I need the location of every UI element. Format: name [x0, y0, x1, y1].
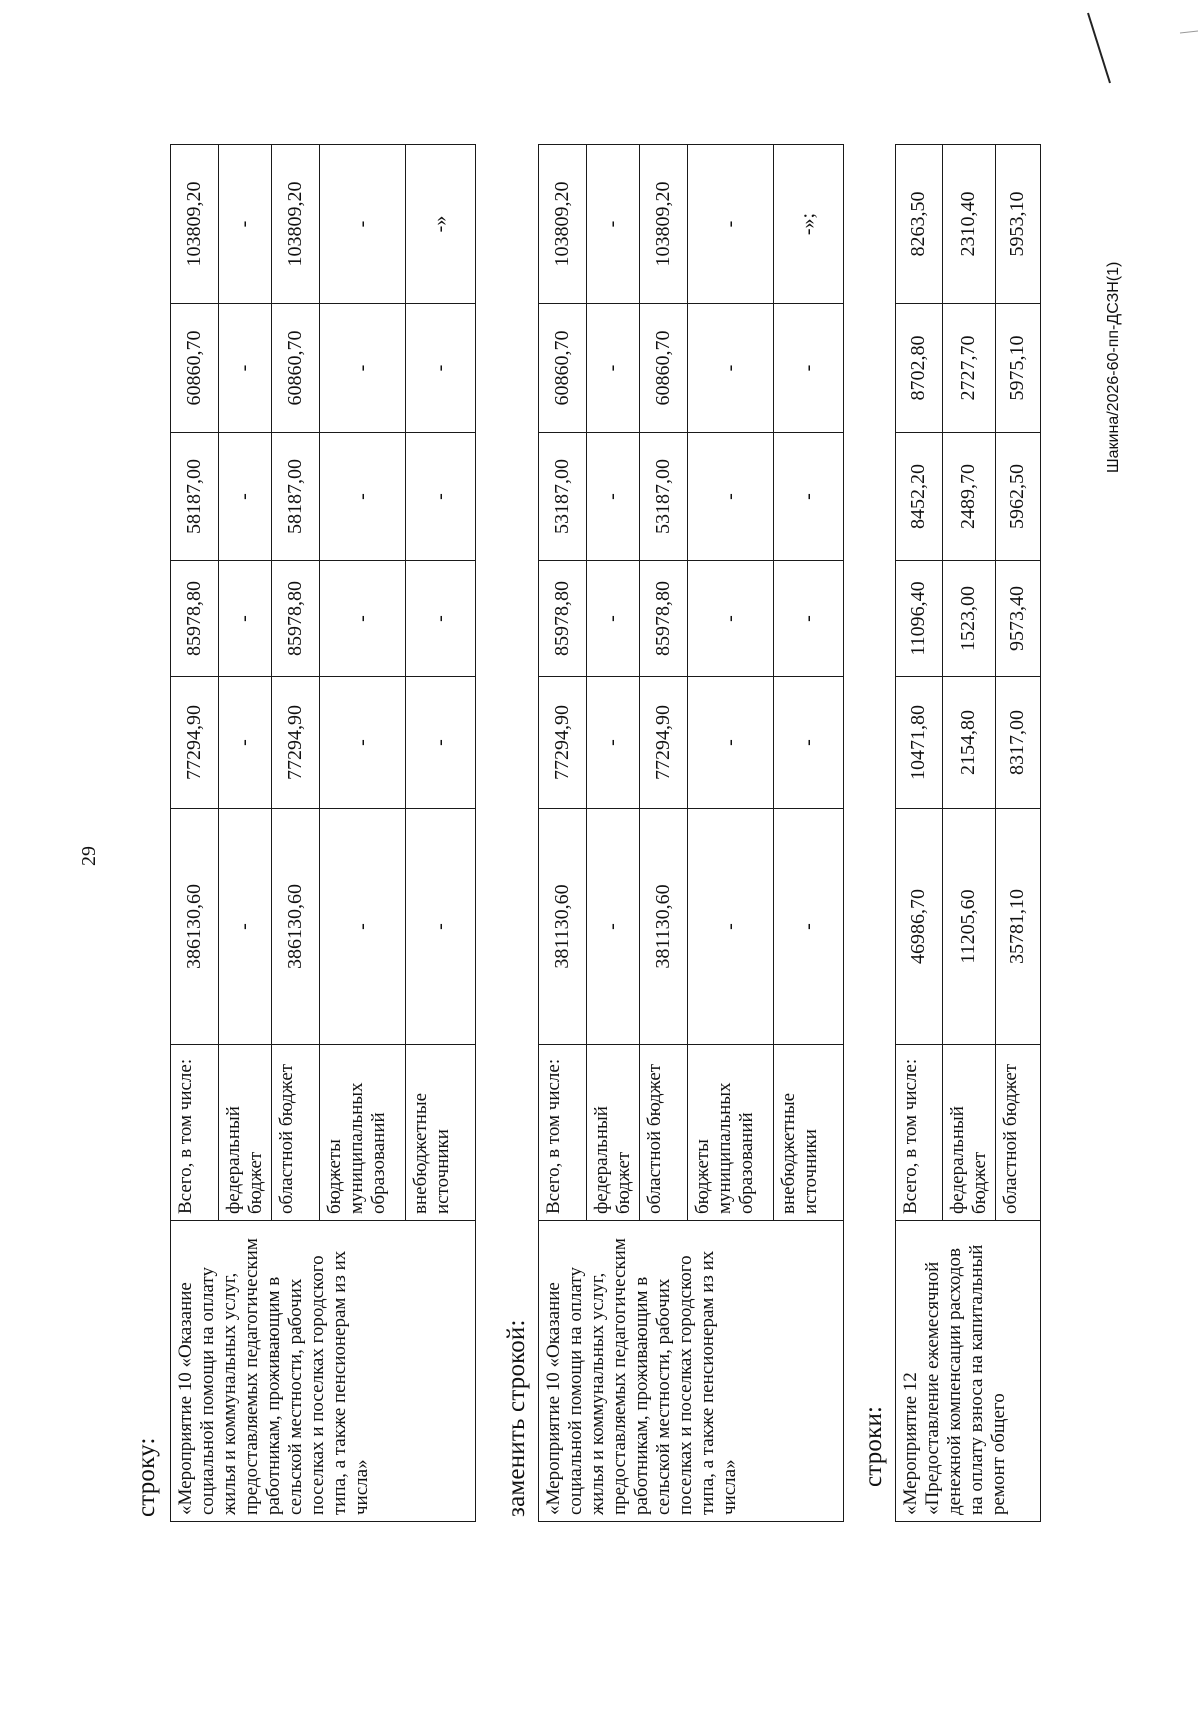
value-year-2: - [320, 561, 406, 677]
funding-source: областной бюджет [272, 1045, 320, 1221]
value-year-4: - [688, 304, 774, 433]
value-year-1: 2154,80 [943, 677, 996, 809]
value-total: - [688, 809, 774, 1045]
value-total: - [406, 809, 476, 1045]
table-row [896, 145, 943, 1522]
value-year-3: 58187,00 [171, 433, 219, 561]
value-total: 381130,60 [539, 809, 587, 1045]
value-year-4: - [320, 304, 406, 433]
value-total: 11205,60 [943, 809, 996, 1045]
value-year-3: - [774, 433, 844, 561]
value-year-3: 53187,00 [640, 433, 688, 561]
value-year-4: 2727,70 [943, 304, 996, 433]
label-rows: строки: [860, 1405, 887, 1487]
value-year-2: - [219, 561, 272, 677]
value-year-1: 10471,80 [896, 677, 943, 809]
value-year-2: 85978,80 [539, 561, 587, 677]
value-year-5: - [320, 145, 406, 304]
funding-source: внебюджетные источники [406, 1045, 476, 1221]
value-year-3: - [688, 433, 774, 561]
value-year-4: - [219, 304, 272, 433]
table-row [539, 145, 587, 1522]
table-old-measure-10 [170, 144, 476, 1522]
value-year-2: - [688, 561, 774, 677]
page-number: 29 [78, 846, 100, 866]
table-row [171, 145, 219, 1522]
funding-source: внебюджетные источники [774, 1045, 844, 1221]
value-year-1: - [774, 677, 844, 809]
value-year-1: - [406, 677, 476, 809]
value-year-1: 77294,90 [171, 677, 219, 809]
value-year-3: - [320, 433, 406, 561]
label-current-row: строку: [133, 1437, 160, 1517]
value-year-5: 103809,20 [272, 145, 320, 304]
table-new-measure-10 [538, 144, 844, 1522]
value-year-3: 53187,00 [539, 433, 587, 561]
value-year-3: 2489,70 [943, 433, 996, 561]
funding-source: бюджеты муниципальных образований [320, 1045, 406, 1221]
funding-source: областной бюджет [996, 1045, 1041, 1221]
value-year-1: - [219, 677, 272, 809]
value-year-5: - [688, 145, 774, 304]
value-year-2: 11096,40 [896, 561, 943, 677]
funding-source: федеральный бюджет [943, 1045, 996, 1221]
value-year-4: 60860,70 [640, 304, 688, 433]
value-year-4: - [587, 304, 640, 433]
value-year-4: - [774, 304, 844, 433]
scan-mark-stroke [1080, 3, 1200, 93]
value-year-4: 8702,80 [896, 304, 943, 433]
value-year-3: - [406, 433, 476, 561]
value-year-1: 8317,00 [996, 677, 1041, 809]
value-year-5: - [587, 145, 640, 304]
value-total: 386130,60 [272, 809, 320, 1045]
value-year-2: - [406, 561, 476, 677]
value-year-5: 8263,50 [896, 145, 943, 304]
value-year-5: 103809,20 [171, 145, 219, 304]
value-year-3: - [219, 433, 272, 561]
value-year-4: 60860,70 [272, 304, 320, 433]
value-year-3: - [587, 433, 640, 561]
funding-source: бюджеты муниципальных образований [688, 1045, 774, 1221]
value-year-3: 58187,00 [272, 433, 320, 561]
measure-description: «Мероприятие 12 «Предоставление ежемесячной денежной компенсации расходов на оплату взноса на капитальный ремонт общего [896, 1221, 1041, 1522]
value-year-1: 77294,90 [640, 677, 688, 809]
value-year-2: 85978,80 [171, 561, 219, 677]
value-total: - [774, 809, 844, 1045]
funding-source: областной бюджет [640, 1045, 688, 1221]
funding-source: Всего, в том числе: [896, 1045, 943, 1221]
value-year-1: 77294,90 [272, 677, 320, 809]
value-year-2: - [587, 561, 640, 677]
value-total: 381130,60 [640, 809, 688, 1045]
value-year-2: 85978,80 [640, 561, 688, 677]
value-year-5: 103809,20 [640, 145, 688, 304]
funding-source: федеральный бюджет [219, 1045, 272, 1221]
funding-source: Всего, в том числе: [171, 1045, 219, 1221]
value-year-1: - [688, 677, 774, 809]
value-year-2: 85978,80 [272, 561, 320, 677]
label-replace-with: заменить строкой: [503, 1319, 530, 1517]
value-year-2: - [774, 561, 844, 677]
document-code: Шакина/2026-60-пп-ДСЗН(1) [1105, 261, 1122, 473]
funding-source: Всего, в том числе: [539, 1045, 587, 1221]
value-year-4: - [406, 304, 476, 433]
value-total: 386130,60 [171, 809, 219, 1045]
value-year-2: 1523,00 [943, 561, 996, 677]
table-measure-12 [895, 144, 1041, 1522]
value-year-5: 5953,10 [996, 145, 1041, 304]
value-year-5: 2310,40 [943, 145, 996, 304]
value-year-4: 60860,70 [171, 304, 219, 433]
value-year-1: 77294,90 [539, 677, 587, 809]
measure-description: «Мероприятие 10 «Оказание социальной помощи на оплату жилья и коммунальных услуг, предоставляемых педагогическим работникам, проживающим в сельской местности, рабочих поселках и поселках городского типа, а также пенсионерам из их числа» [171, 1221, 476, 1522]
value-total: - [587, 809, 640, 1045]
measure-description: «Мероприятие 10 «Оказание социальной помощи на оплату жилья и коммунальных услуг, предоставляемых педагогическим работникам, проживающим в сельской местности, рабочих поселках и поселках городского типа, а также пенсионерам из их числа» [539, 1221, 844, 1522]
value-year-1: - [320, 677, 406, 809]
value-year-2: 9573,40 [996, 561, 1041, 677]
value-year-5: -»; [774, 145, 844, 304]
value-year-5: -» [406, 145, 476, 304]
value-total: - [320, 809, 406, 1045]
value-total: - [219, 809, 272, 1045]
funding-source: федеральный бюджет [587, 1045, 640, 1221]
value-year-3: 5962,50 [996, 433, 1041, 561]
value-year-5: 103809,20 [539, 145, 587, 304]
value-year-1: - [587, 677, 640, 809]
value-year-4: 60860,70 [539, 304, 587, 433]
value-total: 35781,10 [996, 809, 1041, 1045]
value-year-5: - [219, 145, 272, 304]
value-year-3: 8452,20 [896, 433, 943, 561]
value-year-4: 5975,10 [996, 304, 1041, 433]
value-total: 46986,70 [896, 809, 943, 1045]
